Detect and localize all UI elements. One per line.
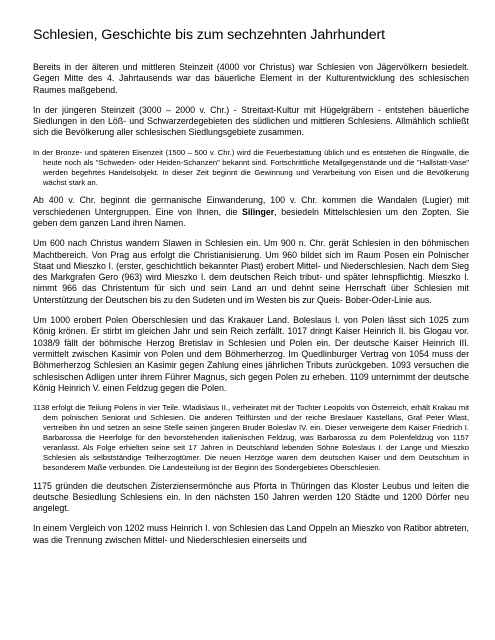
paragraph-stone-age: Bereits in der älteren und mittleren Steinzeit (4000 vor Christus) war Schlesien von Jägervölkern besiedelt. Gegen Mitte des 4. Jahrtausends war das bäuerliche Element in der Kulturentwicklung des schlesischen Raumes maßgebend. (33, 62, 469, 95)
paragraph-younger-stone-age: In der jüngeren Steinzeit (3000 – 2000 v. Chr.) - Streitaxt-Kultur mit Hügelgräbern - entstehen bäuerliche Siedlungen in den Löß- und Schwarzerdegebieten des südlichen und mittleren Schlesiens. Allmählich schließt sich die Bevölkerung aller schlesischen Siedlungsgebiete zusammen. (33, 104, 469, 138)
paragraph-year-1138: 1138 erfolgt die Teilung Polens in vier Teile. Wladislaus II., verheiratet mit der Tochter Leopolds von Österreich, erhält Krakau mit dem polnischen Seniorat und Schlesien. Die anderen Teilfürsten und der reiche Breslauer Kastellans, Graf Peter Wlast, vertreiben ihn und setzen an seine Stelle seinen jüngeren Bruder Boleslav IV. ein. Dieser verweigerte dem Kaiser Friedrich I. Barbarossa die Heerfolge für den bevorstehenden italienischen Feldzug, was Barbarossa zu dem Polenfeldzug von 1157 veranlasst. Als Folge erhielten seine seit 17 Jahren in Deutschland lebenden Söhne Boleslaus I. der Lange und Mieszko Schlesien als selbstständige Teilherzogtümer. Die neuen Herzöge waren dem deutschen Kaiser und dem Deutschtum in besonderem Maße verbunden. Die Landesteilung ist der Beginn des Sondergebietes Oberschlesien. (33, 403, 469, 472)
paragraph-bronze-iron-age: In der Bronze- und späteren Eisenzeit (1500 – 500 v. Chr.) wird die Feuerbestattung üblich und es entstehen die Ringwälle, die heute noch als "Schweden- oder Heiden-Schanzen" bekannt sind. Fortschrittliche Metallgegenstände und die "Hallstatt-Vase" werden begehrtes Handelsobjekt. In dieser Zeit beginnt die Gewinnung und Verarbeitung von Eisen und die Bevölkerung wächst stark an. (33, 147, 469, 187)
paragraph-germanic-immigration (33, 195, 469, 229)
page-title: Schlesien, Geschichte bis zum sechzehnten Jahrhundert (33, 27, 385, 43)
paragraph-year-1000: Um 1000 erobert Polen Oberschlesien und das Krakauer Land. Boleslaus I. von Polen lässt sich 1025 zum König krönen. Er stirbt im gleichen Jahr und sein Reich zerfällt. 1017 dringt Kaiser Heinrich II. bis Glogau vor. 1038/9 fällt der böhmische Herzog Bretislav in Schlesien und Polen ein. Der deutsche Kaiser Heinrich III. vermittelt zwischen Kasimir von Polen und dem Böhmerherzog. Im Quedlinburger Vertrag von 1054 muss der Böhmerherzog Schlesien an Kasimir gegen Zahlung eines jährlichen Tributs zurückgeben. 1093 versuchen die schlesischen Adligen unter ihrem Führer Magnus, sich gegen Polen zu erheben. 1109 unternimmt der deutsche König Heinrich V. einen Feldzug gegen die Polen. (33, 315, 469, 393)
paragraph-text: , besiedeln Mittelschlesien um den Zopten. Sie geben dem ganzen Land ihren Namen. (33, 206, 469, 228)
paragraph-year-1202: In einem Vergleich von 1202 muss Heinrich I. von Schlesien das Land Oppeln an Mieszko von Ratibor abtreten, was die Trennung zwischen Mittel- und Niederschlesien einerseits und (33, 523, 469, 545)
paragraph-slavs: Um 600 nach Christus wandern Slawen in Schlesien ein. Um 900 n. Chr. gerät Schlesien in den böhmischen Machtbereich. Von Prag aus erfolgt die Christianisierung. Um 960 bildet sich im Raum Posen ein Polnischer Staat und Mieszko I. (erster, geschichtlich bekannter Piast) erobert Mittel- und Niederschlesien. Nach dem Sieg des Markgrafen Gero (963) wird Mieszko I. dem deutschen Reich tribut- und später lehnspflichtig. Mieszko I. nimmt 966 das Christentum für sich und sein Land an und dehnt seine Herrschaft über Schlesien mit Unterstützung der Deutschen bis zu den Sudeten und im Westen bis zur Queis- Bober-Oder-Linie aus. (33, 238, 469, 305)
paragraph-year-1175: 1175 gründen die deutschen Zisterziensermönche aus Pforta in Thüringen das Kloster Leubus und leiten die deutsche Besiedlung Schlesiens ein. In den nächsten 150 Jahren werden 120 Städte und 1200 Dörfer neu angelegt. (33, 480, 469, 514)
paragraph-text: Ab 400 v. Chr. beginnt die germanische Einwanderung, 100 v. Chr. kommen die Wandalen (Lugier) mit verschiedenen Untergruppen. Eine von Ihnen, die (33, 195, 469, 217)
silinger-highlight: Silinger (241, 206, 275, 217)
